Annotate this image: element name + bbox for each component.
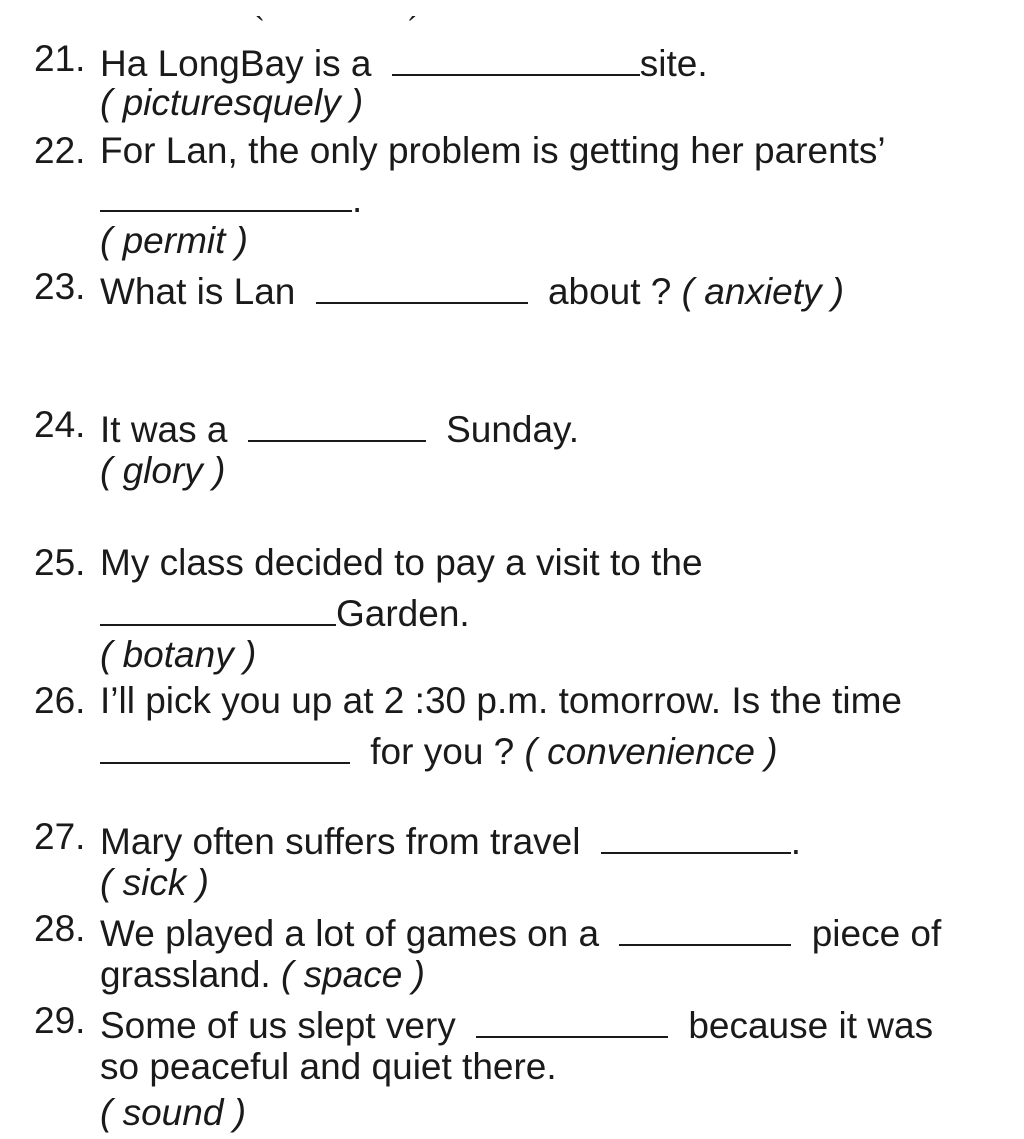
sentence-text-before: What is Lan <box>100 271 296 312</box>
answer-blank[interactable] <box>601 814 791 854</box>
answer-blank[interactable] <box>392 36 640 76</box>
sentence-text-continuation: so peaceful and quiet there. <box>100 1046 557 1087</box>
sentence-text-before: For Lan, the only problem is getting her parents’ <box>100 130 886 171</box>
exercise-item-24 <box>0 402 1024 448</box>
item-number: 22. <box>34 130 86 171</box>
sentence-text-after: Garden. <box>336 593 470 634</box>
item-number: 23. <box>34 266 86 307</box>
exercise-item-29 <box>0 998 1024 1044</box>
word-hint: ( glory ) <box>100 450 226 491</box>
exercise-item-28 <box>0 906 1024 952</box>
sentence-text-before: Ha LongBay is a <box>100 43 372 84</box>
sentence-text-after: site. <box>639 43 708 84</box>
sentence-text-after: piece of <box>811 913 942 954</box>
word-hint: ( convenience ) <box>524 731 778 772</box>
item-number: 27. <box>34 816 86 857</box>
item-number: 28. <box>34 908 86 949</box>
answer-blank[interactable] <box>316 264 528 304</box>
answer-blank[interactable] <box>100 586 336 626</box>
acute-accent-mark: ´ <box>408 12 418 45</box>
sentence-text-after: for you ? <box>370 731 515 772</box>
answer-blank[interactable] <box>248 402 426 442</box>
item-number: 24. <box>34 404 86 445</box>
exercise-item-21 <box>0 36 1024 82</box>
sentence-text-after: . <box>352 179 363 220</box>
answer-blank[interactable] <box>100 724 350 764</box>
word-hint: ( sound ) <box>100 1092 247 1133</box>
exercise-item-23 <box>0 264 1024 310</box>
word-hint: ( anxiety ) <box>681 271 845 312</box>
word-hint: ( permit ) <box>100 220 248 261</box>
exercise-item-25 <box>0 540 1024 586</box>
sentence-text-after: Sunday. <box>446 409 580 450</box>
sentence-text-continuation: grassland. <box>100 954 271 995</box>
word-hint: ( space ) <box>281 954 425 995</box>
item-number: 29. <box>34 1000 86 1041</box>
word-hint: ( botany ) <box>100 634 257 675</box>
answer-blank[interactable] <box>476 998 668 1038</box>
exercise-item-22 <box>0 128 1024 174</box>
item-number: 21. <box>34 38 86 79</box>
word-hint: ( sick ) <box>100 862 209 903</box>
item-number: 26. <box>34 680 86 721</box>
exercise-item-27 <box>0 814 1024 860</box>
answer-blank[interactable] <box>619 906 791 946</box>
sentence-text-before: Some of us slept very <box>100 1005 456 1046</box>
sentence-text-before: It was a <box>100 409 228 450</box>
sentence-text-before: My class decided to pay a visit to the <box>100 542 703 583</box>
word-hint: ( picturesquely ) <box>100 82 364 123</box>
sentence-text-before: I’ll pick you up at 2 :30 p.m. tomorrow. Is the time <box>100 680 903 721</box>
sentence-text-after: . <box>790 821 802 862</box>
item-number: 25. <box>34 542 86 583</box>
sentence-text-before: We played a lot of games on a <box>100 913 600 954</box>
grave-accent-mark: ` <box>255 12 265 45</box>
sentence-text-after: about ? <box>547 271 672 312</box>
answer-blank[interactable] <box>100 172 352 212</box>
exercise-item-26 <box>0 678 1024 724</box>
sentence-text-after: because it was <box>688 1005 934 1046</box>
sentence-text-before: Mary often suffers from travel <box>100 821 581 862</box>
